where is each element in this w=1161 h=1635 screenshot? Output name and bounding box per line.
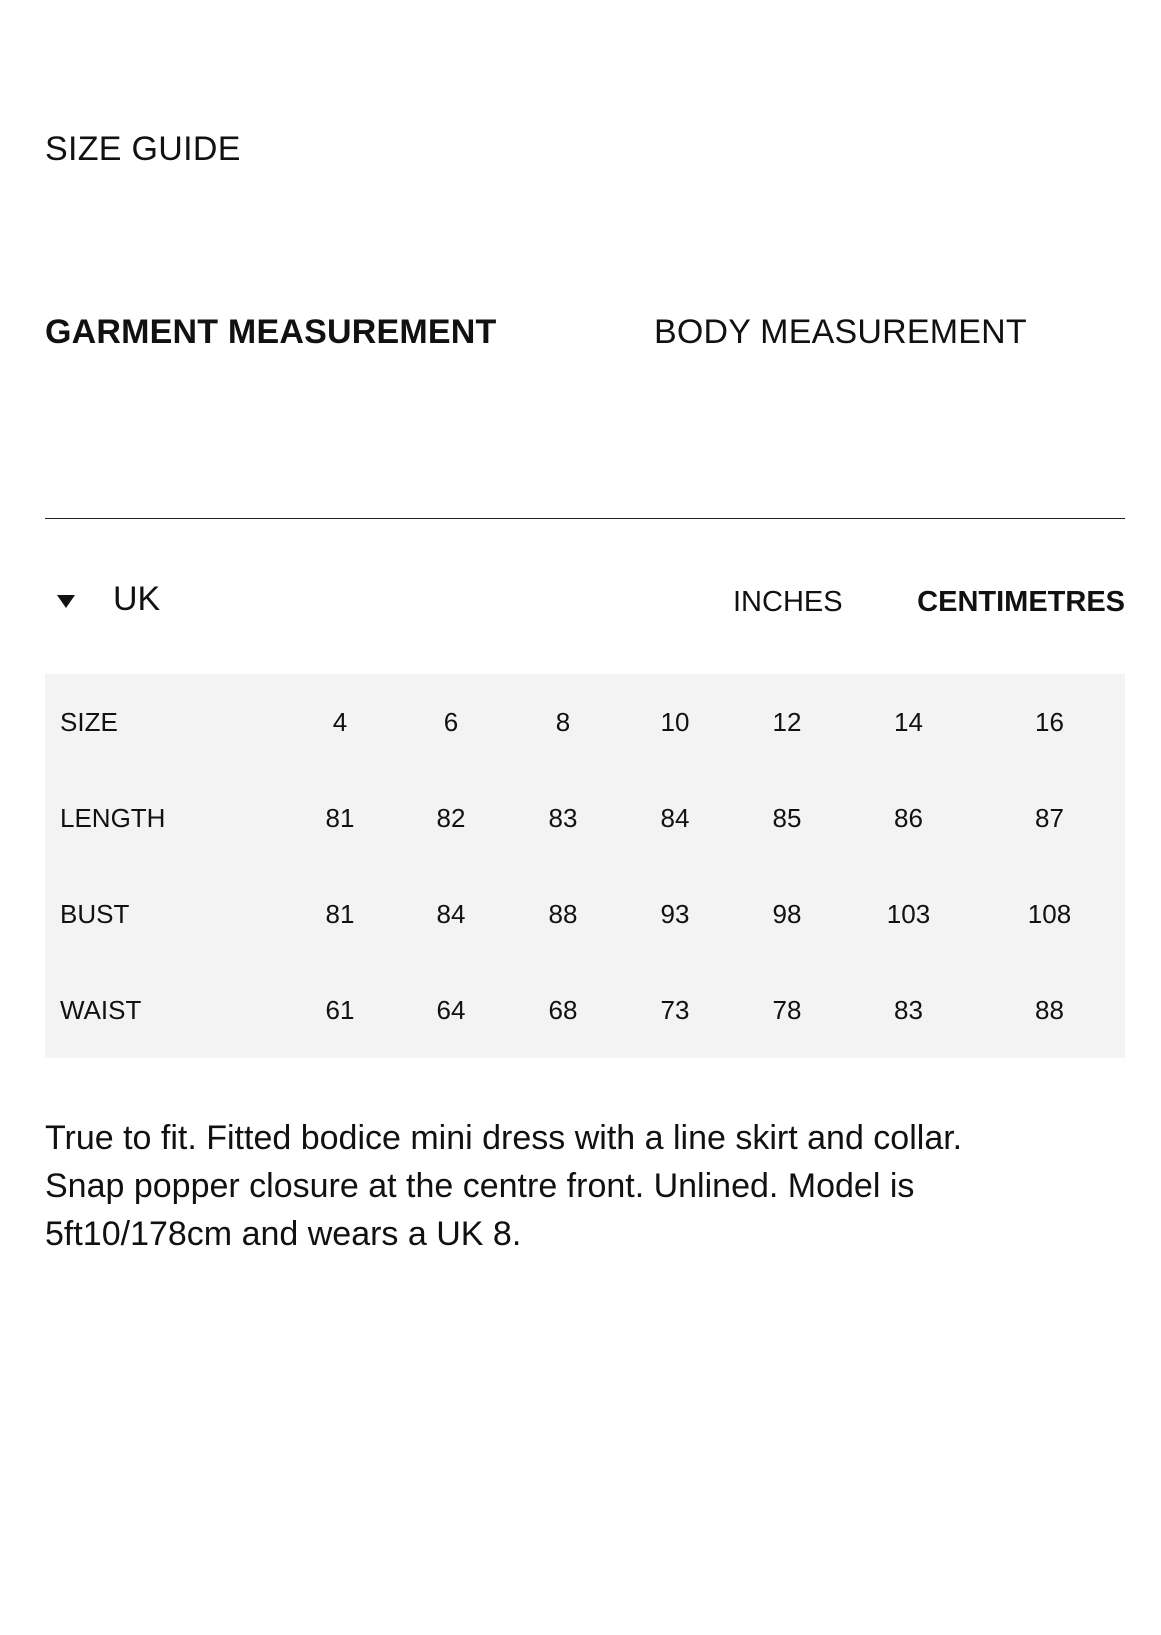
table-row-size bbox=[45, 674, 1125, 770]
table-cell: 61 bbox=[325, 994, 355, 1025]
section-divider bbox=[45, 518, 1125, 519]
tab-garment-measurement[interactable]: GARMENT MEASUREMENT bbox=[45, 313, 497, 351]
caret-down-icon bbox=[57, 595, 75, 608]
unit-toggle-centimetres[interactable]: CENTIMETRES bbox=[917, 586, 1125, 618]
table-cell: 68 bbox=[548, 994, 578, 1025]
table-cell: 12 bbox=[772, 706, 802, 737]
table-cell: 83 bbox=[894, 994, 923, 1025]
table-cell: 64 bbox=[436, 994, 466, 1025]
table-cell: 88 bbox=[1035, 994, 1064, 1025]
region-selected-value: UK bbox=[113, 580, 161, 618]
table-cell: 86 bbox=[894, 802, 923, 833]
region-dropdown[interactable] bbox=[57, 580, 160, 619]
table-cell: 98 bbox=[772, 898, 802, 929]
table-cell: 4 bbox=[332, 706, 348, 737]
table-cell: 16 bbox=[1035, 706, 1064, 737]
row-label: WAIST bbox=[60, 994, 142, 1025]
table-cell: 78 bbox=[772, 994, 802, 1025]
table-cell: 103 bbox=[886, 898, 931, 929]
table-cell: 10 bbox=[660, 706, 690, 737]
table-cell: 85 bbox=[772, 802, 802, 833]
table-cell: 108 bbox=[1027, 898, 1072, 929]
table-row-bust bbox=[45, 866, 1125, 962]
table-cell: 14 bbox=[894, 706, 923, 737]
table-cell: 84 bbox=[660, 802, 690, 833]
table-cell: 81 bbox=[325, 898, 355, 929]
row-label: LENGTH bbox=[60, 802, 166, 833]
fit-description: True to fit. Fitted bodice mini dress with a line skirt and collar. Snap popper closure at the centre front. Unlined. Model is 5ft10/178cm and wears a UK 8. bbox=[45, 1119, 963, 1253]
row-label: BUST bbox=[60, 898, 130, 929]
tab-body-measurement[interactable]: BODY MEASUREMENT bbox=[654, 313, 1027, 351]
unit-toggle-inches[interactable]: INCHES bbox=[733, 586, 843, 618]
page-title: SIZE GUIDE bbox=[45, 130, 241, 168]
table-cell: 87 bbox=[1035, 802, 1064, 833]
size-controls bbox=[45, 580, 1125, 624]
table-cell: 6 bbox=[443, 706, 459, 737]
table-row-waist bbox=[45, 962, 1125, 1058]
row-label: SIZE bbox=[60, 706, 118, 737]
table-cell: 82 bbox=[436, 802, 466, 833]
table-cell: 83 bbox=[548, 802, 578, 833]
table-cell: 8 bbox=[555, 706, 571, 737]
table-cell: 88 bbox=[548, 898, 578, 929]
measurement-tabs bbox=[45, 313, 1125, 357]
table-cell: 73 bbox=[660, 994, 690, 1025]
table-cell: 84 bbox=[436, 898, 466, 929]
table-cell: 93 bbox=[660, 898, 690, 929]
table-cell: 81 bbox=[325, 802, 355, 833]
table-row-length bbox=[45, 770, 1125, 866]
size-table bbox=[45, 674, 1125, 1058]
